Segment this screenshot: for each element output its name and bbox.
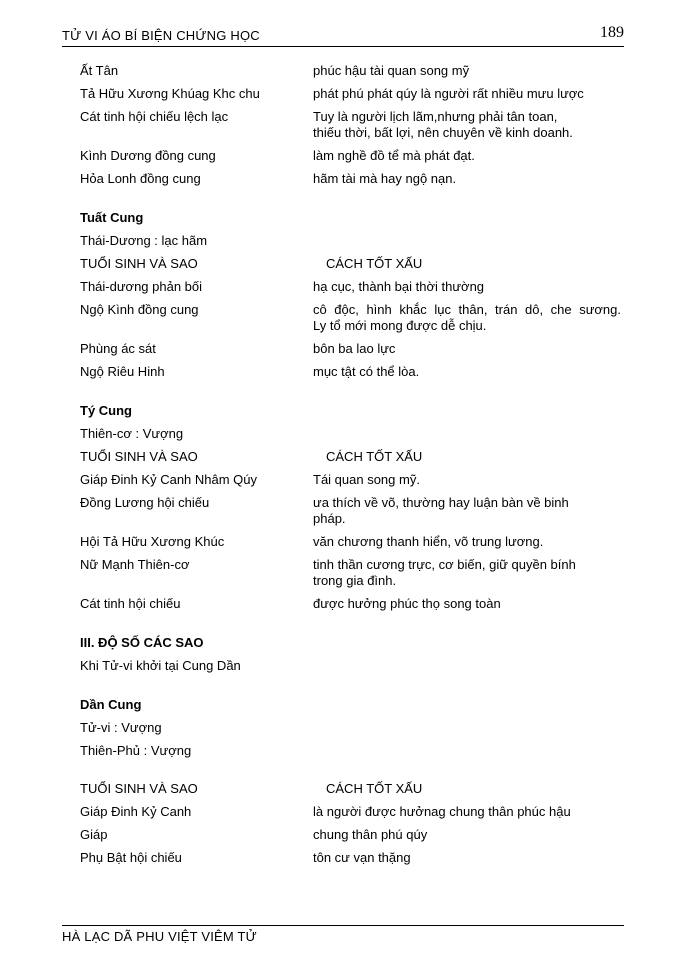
row-right-line: pháp. — [313, 511, 346, 526]
row-right: phúc hậu tài quan song mỹ — [313, 63, 470, 78]
table-header — [80, 781, 625, 797]
row-right-line: Tuy là người lịch lãm,nhưng phải tân toan, — [313, 109, 558, 124]
row-left: Phùng ác sát — [80, 341, 156, 356]
row-right: hạ cục, thành bại thời thường — [313, 279, 485, 294]
table-header — [80, 256, 625, 272]
row-left: Ngộ Kình đồng cung — [80, 302, 199, 317]
section-title: Dần Cung — [80, 697, 142, 712]
page-number: 189 — [600, 24, 624, 41]
row-right — [313, 109, 621, 141]
row-right-line: ưa thích về võ, thường hay luận bàn về binh — [313, 495, 569, 510]
row-right — [313, 557, 621, 589]
row-left: Giáp Đinh Kỷ Canh — [80, 804, 192, 819]
section-title: III. ĐỘ SỐ CÁC SAO — [80, 635, 204, 650]
row-left: Ngộ Riêu Hinh — [80, 364, 165, 379]
table-row — [80, 495, 625, 527]
section-title: Tý Cung — [80, 403, 132, 418]
row-right — [313, 302, 621, 334]
table-row — [80, 63, 625, 79]
row-left: Nữ Mạnh Thiên-cơ — [80, 557, 190, 572]
table-row — [80, 109, 625, 141]
page-header — [62, 24, 624, 47]
star-status: Thiên-cơ : Vượng — [80, 426, 184, 441]
row-right-line: Ly tổ mới mong được dễ chịu. — [313, 318, 487, 333]
row-right-line: tinh thần cương trực, cơ biến, giữ quyền bính — [313, 557, 576, 572]
row-right: là người được hưởnag chung thân phúc hậu — [313, 804, 571, 819]
row-left: Phụ Bật hội chiếu — [80, 850, 182, 865]
row-right: chung thân phú qúy — [313, 827, 428, 842]
star-status: Tử-vi : Vượng — [80, 720, 162, 735]
table-row — [80, 804, 625, 820]
row-left: Đồng Lương hội chiếu — [80, 495, 210, 510]
star-status: Thiên-Phủ : Vượng — [80, 743, 192, 758]
row-right: được hưởng phúc thọ song toàn — [313, 596, 501, 611]
section-dan — [80, 697, 625, 866]
row-left: Ất Tân — [80, 63, 119, 78]
column-header-left: TUỔI SINH VÀ SAO — [80, 781, 198, 796]
table-row — [80, 86, 625, 102]
column-header-left: TUỔI SINH VÀ SAO — [80, 449, 198, 464]
row-right: mục tật có thể lòa. — [313, 364, 420, 379]
row-left: Hội Tả Hữu Xương Khúc — [80, 534, 225, 549]
table-row — [80, 302, 625, 334]
row-right-line: thiếu thời, bất lợi, nên chuyên về kinh doanh. — [313, 125, 573, 140]
table-row — [80, 279, 625, 295]
page-footer — [62, 925, 624, 944]
page-content — [80, 63, 625, 866]
section1-table — [80, 63, 625, 187]
column-header-left: TUỔI SINH VÀ SAO — [80, 256, 198, 271]
column-header-right: CÁCH TỐT XẤU — [326, 256, 423, 271]
table-row — [80, 364, 625, 380]
row-right: Tái quan song mỹ. — [313, 472, 420, 487]
table-row — [80, 472, 625, 488]
row-right: hãm tài mà hay ngộ nạn. — [313, 171, 457, 186]
row-left: Kình Dương đồng cung — [80, 148, 216, 163]
row-right: tôn cư vạn thặng — [313, 850, 411, 865]
table-row — [80, 534, 625, 550]
star-status: Thái-Dương : lạc hãm — [80, 233, 208, 248]
row-right: bôn ba lao lực — [313, 341, 396, 356]
table-row — [80, 557, 625, 589]
section-tuat — [80, 210, 625, 380]
column-header-right: CÁCH TỐT XẤU — [326, 449, 423, 464]
row-left: Cát tinh hội chiếu — [80, 596, 181, 611]
table-row — [80, 850, 625, 866]
row-right-line: cô độc, hình khắc lục thân, trán dô, che sương. — [313, 302, 621, 317]
row-left: Hỏa Lonh đồng cung — [80, 171, 201, 186]
table-row — [80, 148, 625, 164]
table-header — [80, 449, 625, 465]
footer-text: HÀ LẠC DÃ PHU VIỆT VIÊM TỬ — [62, 929, 257, 944]
row-left: Thái-dương phản bối — [80, 279, 203, 294]
row-right — [313, 495, 621, 527]
row-right: văn chương thanh hiển, võ trung lương. — [313, 534, 544, 549]
table-row — [80, 341, 625, 357]
table-row — [80, 171, 625, 187]
row-left: Cát tinh hội chiếu lệch lạc — [80, 109, 229, 124]
table-row — [80, 596, 625, 612]
section-title: Tuất Cung — [80, 210, 144, 225]
row-left: Giáp — [80, 827, 108, 842]
row-left: Giáp Đinh Kỷ Canh Nhâm Qúy — [80, 472, 258, 487]
section-subtitle: Khi Tử-vi khởi tại Cung Dần — [80, 658, 241, 673]
row-right: phát phú phát qúy là người rất nhiều mưu lược — [313, 86, 584, 101]
table-row — [80, 827, 625, 843]
section-ty — [80, 403, 625, 612]
section-part3 — [80, 635, 625, 674]
row-right: làm nghề đồ tể mà phát đạt. — [313, 148, 475, 163]
header-title: TỬ VI ÁO BÍ BIỆN CHỨNG HỌC — [62, 28, 260, 43]
row-right-line: trong gia đình. — [313, 573, 397, 588]
row-left: Tả Hữu Xương Khúag Khc chu — [80, 86, 260, 101]
column-header-right: CÁCH TỐT XẤU — [326, 781, 423, 796]
